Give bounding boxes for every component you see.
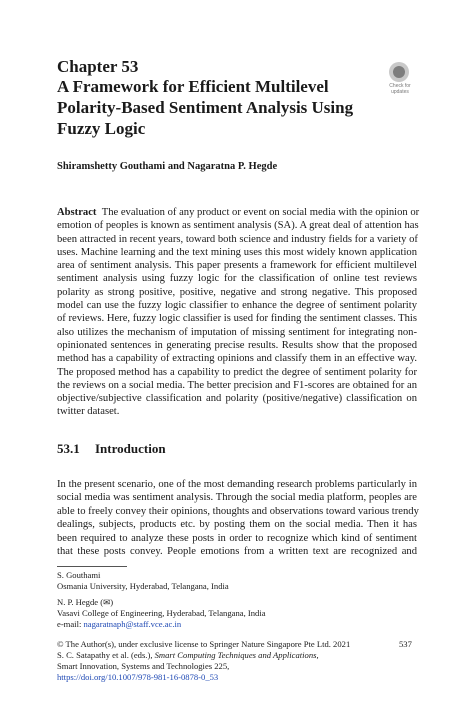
affiliation-org: Vasavi College of Engineering, Hyderabad, Telangana, India — [57, 608, 266, 618]
author-list: Shiramshetty Gouthami and Nagaratna P. Hegde — [57, 161, 278, 172]
title-line: Polarity-Based Sentiment Analysis Using — [57, 98, 354, 117]
section-title: Introduction — [95, 441, 166, 456]
title-line: Fuzzy Logic — [57, 119, 146, 138]
editors-line: S. C. Satapathy et al. (eds.), Smart Computing Techniques and Applications, — [57, 650, 319, 660]
page-number: 537 — [399, 639, 412, 649]
abstract-line: twitter dataset. — [57, 406, 120, 418]
footnote-divider — [57, 566, 127, 567]
abstract-line: objective/subjective classification and polarity (positive/negative) classification on — [57, 393, 417, 405]
affiliation-org: Osmania University, Hyderabad, Telangana, India — [57, 581, 229, 591]
section-number: 53.1 — [57, 441, 80, 456]
copyright-line: © The Author(s), under exclusive license to Springer Nature Singapore Pte Ltd. 2021 — [57, 639, 351, 649]
section-heading — [57, 441, 166, 457]
body-line: able to freely convey their opinions, thoughts and observations toward various trendy — [57, 505, 419, 517]
introduction-text — [57, 478, 417, 558]
check-for-updates-badge[interactable] — [381, 60, 419, 100]
abstract-line: sentiment analysis using fuzzy logic for the classification of online test reviews — [57, 273, 417, 285]
doi-link[interactable]: https://doi.org/10.1007/978-981-16-0878-0_53 — [57, 672, 219, 682]
abstract-line: uses. Machine learning and the text mining uses this most widely known application — [57, 246, 417, 258]
body-line: been required to analyze these posts in order to recognize which kind of sentiment — [57, 532, 417, 544]
abstract-line: the reviews on a social media. The better precision and F1-scores are obtained for an — [57, 379, 417, 391]
abstract-line: been attracted in recent years, toward both science and industry fields for a variety of — [57, 233, 418, 245]
body-line: In the present scenario, one of the most demanding research problems particularly in — [57, 479, 417, 490]
chapter-title — [57, 76, 377, 139]
abstract-line: model can use the fuzzy logic classifier to enhance the degree of sentiment polarity — [57, 300, 417, 312]
abstract — [57, 206, 420, 419]
badge-label: Check for updates — [389, 83, 411, 95]
affiliation-name: S. Gouthami — [57, 570, 101, 580]
abstract-first-line: Abstract The evaluation of any product or event on social media with the opinion or — [57, 207, 420, 218]
abstract-line: polarity as strong positive, positive, negative and strong negative. This proposed — [57, 286, 417, 298]
chapter-number: Chapter 53 — [57, 57, 139, 76]
email-link[interactable]: nagaratnaph@staff.vce.ac.in — [83, 619, 182, 629]
abstract-line: of reviews. Here, fuzzy logic classifier is used for finding the sentiment classes. This — [57, 313, 417, 325]
title-line: A Framework for Efficient Multilevel — [57, 77, 329, 96]
abstract-line: emotion of peoples is known as sentiment analysis (SA). A great deal of attention has — [57, 220, 419, 232]
check-for-updates-icon — [389, 62, 409, 82]
abstract-line: method has a capability of extracting opinions and classify them in an effective way. — [57, 353, 417, 365]
abstract-line: also utilizes the mechanism of imputation of missing sentiment for integrating non- — [57, 326, 417, 338]
abstract-line: opinionated sentences in generating precise results. Results show that the proposed — [57, 339, 417, 351]
author-affiliations — [57, 570, 417, 630]
citation-footer — [57, 639, 417, 683]
email-line: e-mail: nagaratnaph@staff.vce.ac.in — [57, 619, 182, 629]
affiliation-name: N. P. Hegde (✉) — [57, 597, 114, 607]
abstract-line: The proposed method has a capability to predict the degree of sentiment polarity for — [57, 366, 417, 378]
abstract-line: area of sentiment analysis. This paper presents a framework for efficient multilevel — [57, 260, 417, 272]
body-line: social media was sentiment analysis. Through the social media platform, peoples are — [57, 492, 417, 504]
book-title: Smart Computing Techniques and Applications — [154, 650, 317, 660]
body-line: dealings, subjects, products etc. by posting them on the social media. Then it has — [57, 519, 417, 531]
series-line: Smart Innovation, Systems and Technologies 225, — [57, 661, 230, 671]
abstract-heading: Abstract — [57, 207, 97, 218]
body-line: that these posts convey. People emotions from a written text are recognized and — [57, 546, 417, 558]
